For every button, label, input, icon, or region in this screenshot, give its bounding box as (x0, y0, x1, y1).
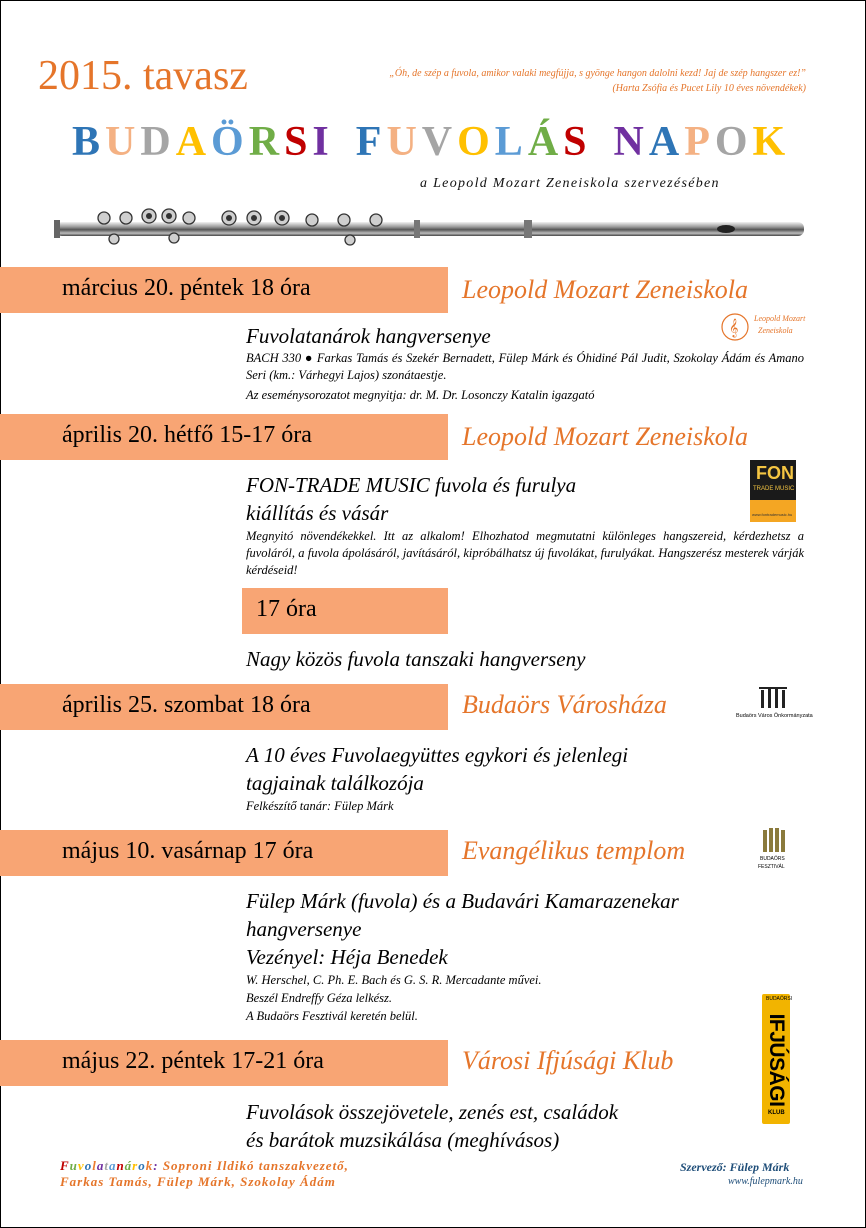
title-letter: Á (527, 119, 564, 165)
title-letter: N (613, 119, 649, 165)
event-4-heading-2: hangversenye (246, 917, 362, 941)
event-2-subtime: 17 óra (256, 596, 317, 622)
event-5-venue: Városi Ifjúsági Klub (462, 1046, 674, 1075)
fon-trade-logo (750, 460, 796, 522)
event-3-venue: Budaörs Városháza (462, 690, 667, 719)
fon-logo-subtext: TRADE MUSIC (753, 486, 795, 492)
footer-label-letter: F (60, 1158, 70, 1173)
footer-label-letter: n (116, 1158, 125, 1173)
title-letter: U (386, 119, 422, 165)
title-letter: S (563, 119, 592, 165)
klub-logo-line1: BUDAÖRSI (766, 996, 793, 1002)
title-word-2 (356, 118, 592, 166)
event-3-text: Felkészítő tanár: Fülep Márk (246, 799, 394, 813)
website-link[interactable]: www.fulepmark.hu (728, 1176, 803, 1187)
title-letter: P (684, 119, 715, 165)
footer-label-letter: a (96, 1158, 105, 1173)
footer-label-letter: t (104, 1158, 109, 1173)
event-3-date-bar (0, 684, 448, 730)
footer-label-letter: l (92, 1158, 97, 1173)
title-letter: R (248, 119, 285, 165)
event-2-subtime-bar (242, 588, 448, 634)
fon-logo-band (750, 500, 796, 522)
event-1-date-bar (0, 267, 448, 313)
event-5-heading-1: Fuvolások összejövetele, zenés est, családok (246, 1100, 619, 1124)
event-2-date-bar (0, 414, 448, 460)
event-3-heading-2: tagjainak találkozója (246, 771, 424, 795)
budaors-logo-text: Budaörs Város Önkormányzata (736, 713, 813, 719)
event-2-subheading: Nagy közös fuvola tanszaki hangverseny (246, 647, 586, 671)
title-letter: O (714, 119, 753, 165)
event-3-heading-1: A 10 éves Fuvolaegyüttes egykori és jelenlegi (246, 743, 629, 767)
budaors-fesztival-logo (752, 824, 798, 876)
title-letter: A (175, 119, 212, 165)
footer-label-letter: v (77, 1158, 85, 1173)
title-letter: B (72, 119, 106, 165)
event-3-date: április 25. szombat 18 óra (62, 692, 311, 718)
title-letter: O (457, 119, 495, 165)
quote-text: „Óh, de szép a fuvola, amikor valaki megfújja, s gyönge hangon dalolni kezd! Jaj de szép hangszer ez!” (389, 68, 806, 79)
title-letter: V (421, 119, 458, 165)
footer-teachers-line1 (60, 1158, 349, 1174)
event-4-date-bar (0, 830, 448, 876)
flute-image (54, 206, 806, 250)
treble-clef-icon (720, 312, 750, 342)
title-letter: A (648, 119, 685, 165)
footer-label-letter: : (153, 1158, 159, 1173)
klub-logo-line2: IFJÚSÁGI (765, 1013, 788, 1107)
organizer: Szervező: Fülep Márk (680, 1160, 790, 1174)
event-1-venue: Leopold Mozart Zeneiskola (462, 275, 748, 304)
title-letter: S (284, 119, 313, 165)
title-letter: F (355, 119, 387, 165)
footer-label-letter: a (108, 1158, 117, 1173)
event-1-text: BACH 330 ● Farkas Tamás és Szekér Bernadett, Fülep Márk és Óhidiné Pál Judit, Szokolay Ádám és Amano Seri (km.: Várhegyi Lajos) szonátaestje. (246, 351, 804, 382)
title-letter: K (752, 119, 791, 165)
subtitle: a Leopold Mozart Zeneiskola szervezésében (420, 176, 720, 191)
event-2-heading-1: FON-TRADE MUSIC fuvola és furulya (246, 473, 577, 497)
event-5-date-bar (0, 1040, 448, 1086)
festival-icon (760, 824, 790, 854)
event-1-date: március 20. péntek 18 óra (62, 275, 311, 301)
event-2-date: április 20. hétfő 15-17 óra (62, 422, 312, 448)
event-1-heading: Fuvolatanárok hangversenye (246, 324, 491, 348)
title-letter: I (312, 119, 334, 165)
footer-label-letter: r (132, 1158, 139, 1173)
footer-label-letter: k (145, 1158, 154, 1173)
budaors-varos-logo (734, 686, 814, 722)
event-2-venue: Leopold Mozart Zeneiskola (462, 422, 748, 451)
event-4-heading-3: Vezényel: Héja Benedek (246, 945, 448, 969)
title-letter: U (105, 119, 141, 165)
fesztival-logo-line1: BUDAÖRS (760, 856, 785, 862)
event-2-heading-2: kiállítás és vásár (246, 501, 389, 525)
fesztival-logo-line2: FESZTIVÁL (758, 864, 785, 870)
quote (370, 66, 806, 96)
title-letter: L (494, 119, 528, 165)
event-4-heading-1: Fülep Márk (fuvola) és a Budavári Kamarazenekar (246, 889, 679, 913)
event-4-date: május 10. vasárnap 17 óra (62, 838, 314, 864)
footer-label (60, 1158, 159, 1173)
title-word-1 (72, 118, 334, 166)
title-word-3 (614, 118, 791, 166)
event-4-text-2: Beszél Endreffy Géza lelkész. (246, 991, 393, 1005)
event-4-text-3: A Budaörs Fesztivál keretén belül. (246, 1009, 418, 1023)
event-1-opening: Az eseménysorozatot megnyitja: dr. M. Dr. Losonczy Katalin igazgató (246, 388, 595, 402)
year-heading: 2015. tavasz (38, 53, 248, 99)
title-letter: Ö (211, 119, 249, 165)
klub-logo-line3: KLUB (768, 1110, 785, 1116)
leopold-logo-line1: Leopold Mozart (754, 314, 806, 323)
footer-teachers-line2: Farkas Tamás, Fülep Márk, Szokolay Ádám (60, 1174, 336, 1189)
footer-label-letter: u (69, 1158, 78, 1173)
footer-teachers-1: Soproni Ildikó tanszakvezető, (162, 1158, 349, 1173)
ifjusagi-klub-logo (762, 994, 793, 1124)
fon-logo-url: www.fontrademusic.hu (752, 512, 793, 517)
title-letter: D (140, 119, 176, 165)
footer-label-letter: á (124, 1158, 133, 1173)
leopold-mozart-logo (720, 310, 812, 344)
fon-logo-text: FON (756, 463, 794, 483)
city-hall-icon (758, 686, 788, 710)
main-title (72, 118, 790, 166)
event-5-heading-2: és barátok muzsikálása (meghívásos) (246, 1128, 560, 1152)
quote-attribution: (Harta Zsófia és Pucet Lily 10 éves növendékek) (612, 83, 806, 94)
footer-label-letter: o (84, 1158, 93, 1173)
leopold-logo-line2: Zeneiskola (758, 326, 793, 335)
event-5-date: május 22. péntek 17-21 óra (62, 1048, 324, 1074)
footer-label-letter: o (138, 1158, 146, 1173)
svg-text:𝄞: 𝄞 (729, 318, 739, 337)
event-4-venue: Evangélikus templom (462, 836, 686, 865)
event-4-text-1: W. Herschel, C. Ph. E. Bach és G. S. R. Mercadante művei. (246, 973, 542, 987)
event-2-text: Megnyitó növendékekkel. Itt az alkalom! Elhozhatod megmutatni különleges hangszereid, kérdezhetsz a fuvoláról, a fuvola ápolásáról, javításáról, kipróbálhatsz új fuvolákat, furulyákat. Hangszerész mesterek várják kérdéseid! (246, 529, 804, 577)
